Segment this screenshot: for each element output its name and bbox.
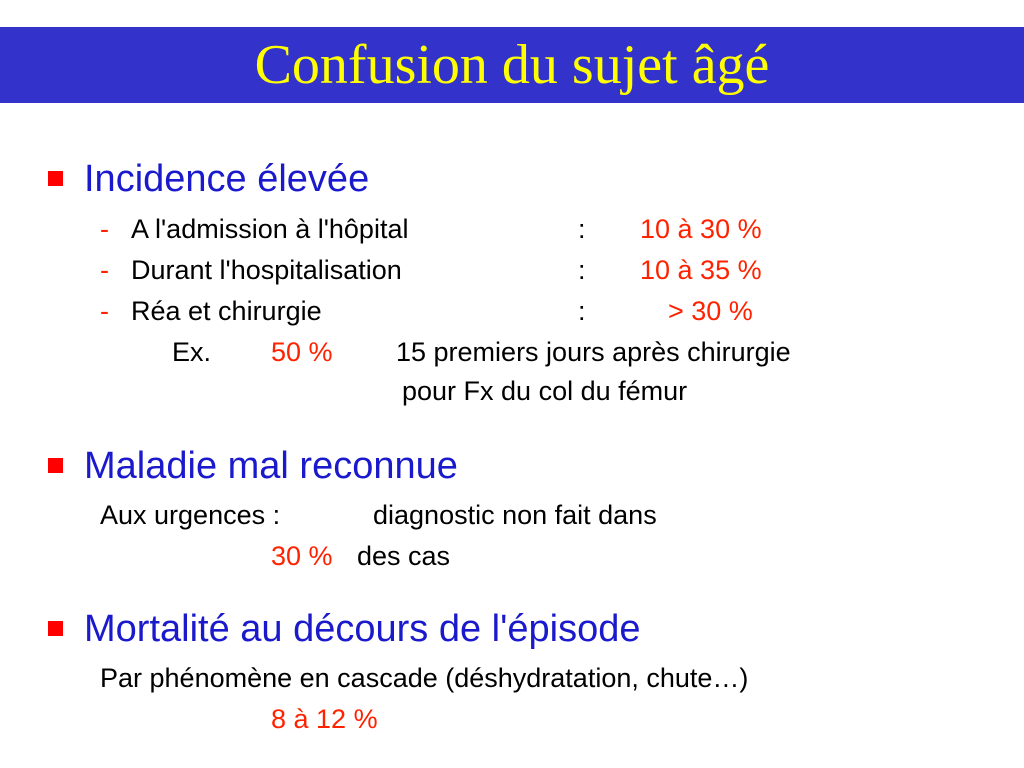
urgences-label: Aux urgences : — [100, 500, 281, 530]
title-bar — [0, 27, 1024, 103]
bullet-square-icon — [48, 621, 63, 636]
dash-marker: - — [100, 255, 109, 285]
example-prefix: Ex. — [172, 337, 212, 367]
urgences-text-end: des cas — [357, 541, 451, 571]
section-heading-mortalite: Mortalité au décours de l'épisode — [84, 608, 641, 650]
row-value-hospitalisation: 10 à 35 % — [640, 255, 762, 285]
mortalite-value: 8 à 12 % — [271, 704, 378, 734]
row-colon: : — [578, 296, 586, 326]
example-text-line2: pour Fx du col du fémur — [402, 376, 688, 406]
row-value-admission: 10 à 30 % — [640, 214, 762, 244]
row-colon: : — [578, 255, 586, 285]
row-colon: : — [578, 214, 586, 244]
example-value: 50 % — [271, 337, 333, 367]
section-heading-incidence: Incidence élevée — [84, 158, 370, 200]
urgences-text: diagnostic non fait dans — [373, 500, 657, 530]
bullet-square-icon — [48, 458, 63, 473]
dash-marker: - — [100, 296, 109, 326]
row-value-rea: > 30 % — [668, 296, 753, 326]
row-label-admission: A l'admission à l'hôpital — [131, 214, 409, 244]
row-label-hospitalisation: Durant l'hospitalisation — [131, 255, 402, 285]
slide-title: Confusion du sujet âgé — [254, 34, 770, 96]
section-heading-maladie: Maladie mal reconnue — [84, 445, 458, 487]
row-label-rea: Réa et chirurgie — [131, 296, 322, 326]
bullet-square-icon — [48, 171, 63, 186]
example-text-line1: 15 premiers jours après chirurgie — [396, 337, 791, 367]
cascade-text: Par phénomène en cascade (déshydratation, chute…) — [100, 663, 749, 693]
dash-marker: - — [100, 214, 109, 244]
urgences-value: 30 % — [271, 541, 333, 571]
